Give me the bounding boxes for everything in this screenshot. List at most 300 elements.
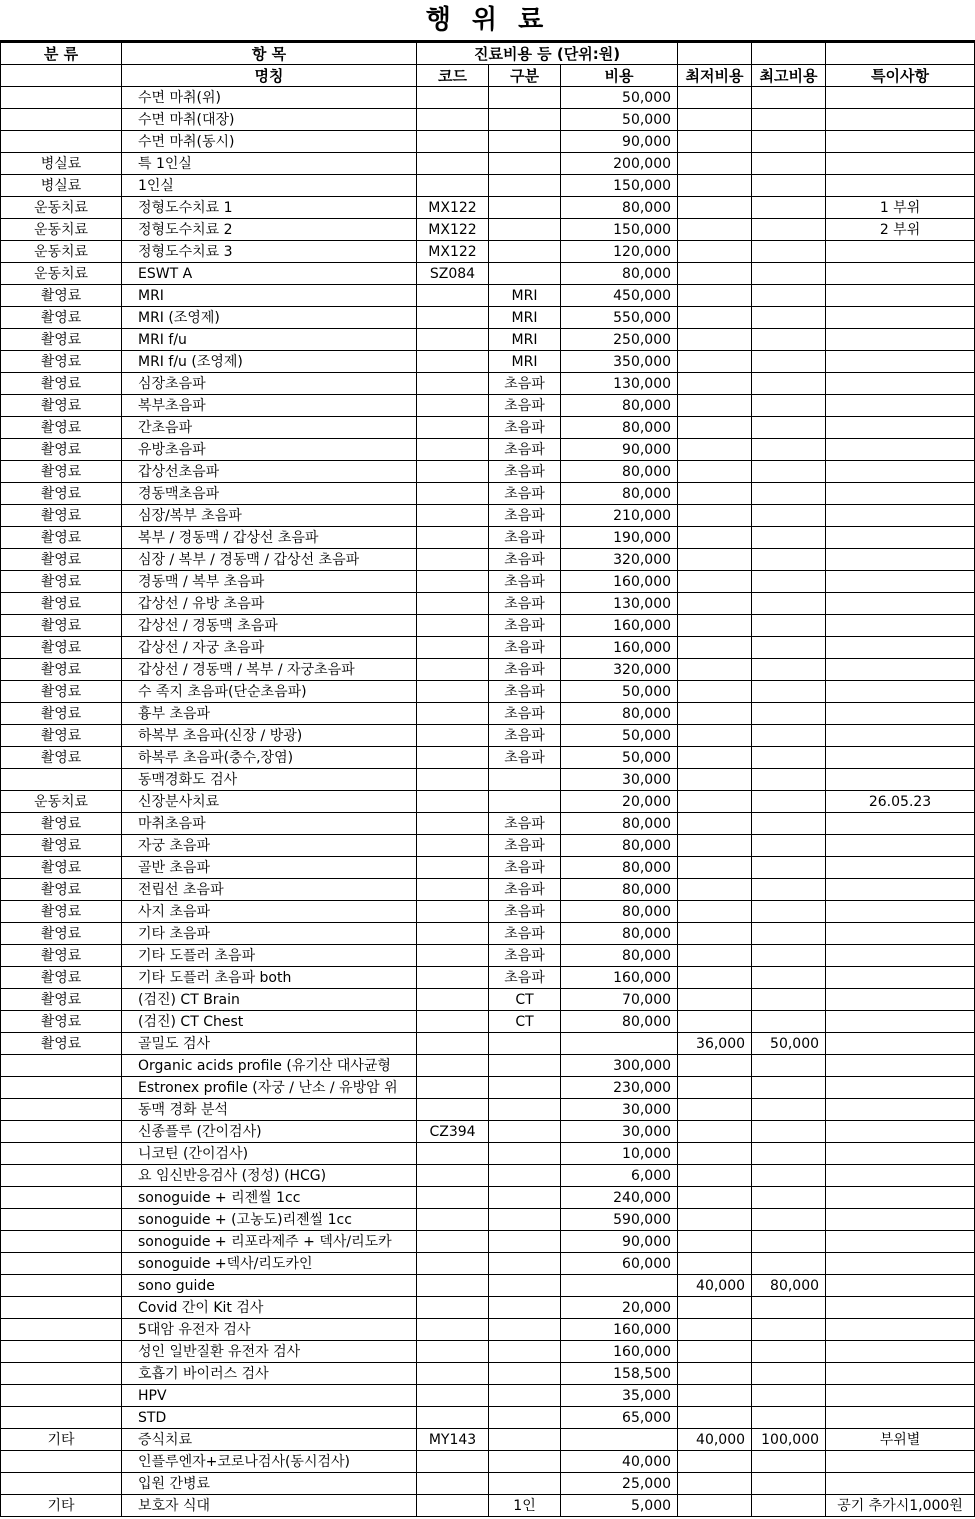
name-cell: 하복부 초음파(신장 / 방광) [122, 725, 417, 747]
type-cell: MRI [489, 285, 561, 307]
name-cell: 기타 도플러 초음파 [122, 945, 417, 967]
fee-table-body [1, 43, 975, 1517]
min-cost-cell [678, 1055, 752, 1077]
type-cell [489, 241, 561, 263]
min-cost-cell [678, 1099, 752, 1121]
table-row [1, 1341, 975, 1363]
min-cost-cell [678, 791, 752, 813]
cost-cell: 50,000 [561, 681, 678, 703]
table-row [1, 351, 975, 373]
min-cost-cell [678, 1231, 752, 1253]
name-cell: 심장 / 복부 / 경동맥 / 갑상선 초음파 [122, 549, 417, 571]
code-cell [417, 1231, 489, 1253]
code-cell [417, 307, 489, 329]
max-cost-cell [752, 175, 826, 197]
min-cost-cell [678, 725, 752, 747]
name-cell: 골반 초음파 [122, 857, 417, 879]
type-cell: 초음파 [489, 571, 561, 593]
max-cost-cell [752, 615, 826, 637]
note-cell [826, 681, 975, 703]
note-cell [826, 967, 975, 989]
code-cell [417, 1451, 489, 1473]
code-cell [417, 175, 489, 197]
name-cell: 1인실 [122, 175, 417, 197]
cost-cell: 80,000 [561, 1011, 678, 1033]
category-cell: 촬영료 [1, 857, 122, 879]
code-cell [417, 879, 489, 901]
table-row [1, 637, 975, 659]
code-cell [417, 703, 489, 725]
type-cell [489, 175, 561, 197]
code-cell [417, 373, 489, 395]
min-cost-cell [678, 417, 752, 439]
min-cost-cell [678, 439, 752, 461]
code-cell [417, 835, 489, 857]
table-row [1, 1011, 975, 1033]
min-cost-cell [678, 615, 752, 637]
table-row [1, 1143, 975, 1165]
name-cell: 요 임신반응검사 (정성) (HCG) [122, 1165, 417, 1187]
type-cell [489, 1363, 561, 1385]
type-cell [489, 109, 561, 131]
type-cell [489, 1451, 561, 1473]
max-cost-cell [752, 285, 826, 307]
type-cell: 초음파 [489, 923, 561, 945]
type-cell: 초음파 [489, 703, 561, 725]
name-cell: Organic acids profile (유기산 대사균형 [122, 1055, 417, 1077]
code-cell [417, 1297, 489, 1319]
table-row [1, 1209, 975, 1231]
name-cell: 정형도수치료 3 [122, 241, 417, 263]
cost-cell: 80,000 [561, 197, 678, 219]
table-row [1, 769, 975, 791]
type-cell: 초음파 [489, 395, 561, 417]
note-cell [826, 131, 975, 153]
min-cost-cell [678, 857, 752, 879]
note-cell [826, 1165, 975, 1187]
table-row [1, 1275, 975, 1297]
code-cell [417, 483, 489, 505]
note-cell [826, 813, 975, 835]
code-cell [417, 967, 489, 989]
note-cell [826, 1407, 975, 1429]
cost-cell: 160,000 [561, 1319, 678, 1341]
name-cell: STD [122, 1407, 417, 1429]
cost-cell: 160,000 [561, 637, 678, 659]
note-cell [826, 835, 975, 857]
name-cell: 성인 일반질환 유전자 검사 [122, 1341, 417, 1363]
note-cell [826, 1209, 975, 1231]
min-cost-cell [678, 945, 752, 967]
code-cell [417, 615, 489, 637]
header-category: 분 류 [1, 43, 122, 65]
name-cell: 보호자 식대 [122, 1495, 417, 1517]
table-row [1, 945, 975, 967]
code-cell [417, 1319, 489, 1341]
type-cell [489, 153, 561, 175]
name-cell: ESWT A [122, 263, 417, 285]
table-row [1, 153, 975, 175]
cost-cell: 80,000 [561, 945, 678, 967]
category-cell: 운동치료 [1, 791, 122, 813]
code-cell [417, 505, 489, 527]
note-cell [826, 923, 975, 945]
table-row [1, 461, 975, 483]
category-cell: 촬영료 [1, 989, 122, 1011]
note-cell: 공기 추가시1,000원 [826, 1495, 975, 1517]
name-cell: 수면 마취(동시) [122, 131, 417, 153]
category-cell: 촬영료 [1, 307, 122, 329]
category-cell: 촬영료 [1, 549, 122, 571]
cost-cell: 70,000 [561, 989, 678, 1011]
type-cell: 초음파 [489, 417, 561, 439]
name-cell: MRI f/u (조영제) [122, 351, 417, 373]
table-row [1, 1319, 975, 1341]
table-row [1, 1451, 975, 1473]
cost-cell: 250,000 [561, 329, 678, 351]
cost-cell [561, 1275, 678, 1297]
min-cost-cell [678, 505, 752, 527]
note-cell [826, 769, 975, 791]
max-cost-cell [752, 659, 826, 681]
max-cost-cell [752, 593, 826, 615]
header-code: 코드 [417, 65, 489, 87]
name-cell: 수 족지 초음파(단순초음파) [122, 681, 417, 703]
name-cell: 수면 마취(대장) [122, 109, 417, 131]
min-cost-cell [678, 901, 752, 923]
min-cost-cell [678, 989, 752, 1011]
code-cell [417, 527, 489, 549]
category-cell [1, 1099, 122, 1121]
min-cost-cell: 36,000 [678, 1033, 752, 1055]
category-cell [1, 1319, 122, 1341]
note-cell: 26.05.23 [826, 791, 975, 813]
max-cost-cell [752, 461, 826, 483]
type-cell: 초음파 [489, 439, 561, 461]
note-cell [826, 1363, 975, 1385]
name-cell: 복부 / 경동맥 / 갑상선 초음파 [122, 527, 417, 549]
code-cell [417, 1385, 489, 1407]
table-row [1, 417, 975, 439]
type-cell: 초음파 [489, 527, 561, 549]
max-cost-cell [752, 1473, 826, 1495]
type-cell [489, 197, 561, 219]
category-cell [1, 109, 122, 131]
note-cell [826, 1297, 975, 1319]
note-cell [826, 1473, 975, 1495]
max-cost-cell: 50,000 [752, 1033, 826, 1055]
max-cost-cell [752, 483, 826, 505]
cost-cell: 80,000 [561, 923, 678, 945]
code-cell [417, 131, 489, 153]
type-cell: 초음파 [489, 901, 561, 923]
header-row-2 [1, 65, 975, 87]
table-row [1, 1297, 975, 1319]
max-cost-cell [752, 901, 826, 923]
header-note: 특이사항 [826, 65, 975, 87]
table-row [1, 1121, 975, 1143]
note-cell [826, 725, 975, 747]
code-cell [417, 659, 489, 681]
note-cell [826, 1385, 975, 1407]
code-cell [417, 153, 489, 175]
min-cost-cell [678, 681, 752, 703]
note-cell [826, 1341, 975, 1363]
category-cell [1, 1451, 122, 1473]
min-cost-cell [678, 131, 752, 153]
type-cell [489, 1297, 561, 1319]
min-cost-cell [678, 373, 752, 395]
code-cell [417, 791, 489, 813]
min-cost-cell [678, 703, 752, 725]
code-cell [417, 923, 489, 945]
max-cost-cell [752, 395, 826, 417]
cost-cell: 20,000 [561, 1297, 678, 1319]
code-cell [417, 439, 489, 461]
table-row [1, 923, 975, 945]
category-cell [1, 1187, 122, 1209]
note-cell [826, 989, 975, 1011]
cost-cell: 590,000 [561, 1209, 678, 1231]
min-cost-cell [678, 109, 752, 131]
min-cost-cell [678, 1363, 752, 1385]
note-cell [826, 703, 975, 725]
cost-cell: 160,000 [561, 615, 678, 637]
category-cell: 촬영료 [1, 615, 122, 637]
note-cell [826, 879, 975, 901]
cost-cell: 50,000 [561, 87, 678, 109]
max-cost-cell [752, 835, 826, 857]
code-cell [417, 769, 489, 791]
max-cost-cell [752, 439, 826, 461]
name-cell: 정형도수치료 1 [122, 197, 417, 219]
table-row [1, 307, 975, 329]
min-cost-cell [678, 747, 752, 769]
type-cell [489, 1275, 561, 1297]
code-cell [417, 1209, 489, 1231]
max-cost-cell [752, 1341, 826, 1363]
note-cell [826, 571, 975, 593]
name-cell: 자궁 초음파 [122, 835, 417, 857]
type-cell: 초음파 [489, 879, 561, 901]
header-empty [826, 43, 975, 65]
type-cell [489, 1341, 561, 1363]
category-cell [1, 1407, 122, 1429]
table-row [1, 703, 975, 725]
category-cell: 촬영료 [1, 879, 122, 901]
max-cost-cell [752, 417, 826, 439]
max-cost-cell [752, 1385, 826, 1407]
name-cell: 갑상선 / 자궁 초음파 [122, 637, 417, 659]
header-cost: 비용 [561, 65, 678, 87]
note-cell [826, 175, 975, 197]
table-row [1, 241, 975, 263]
table-row [1, 813, 975, 835]
name-cell: MRI f/u [122, 329, 417, 351]
category-cell: 촬영료 [1, 703, 122, 725]
cost-cell: 35,000 [561, 1385, 678, 1407]
cost-cell: 190,000 [561, 527, 678, 549]
min-cost-cell [678, 1319, 752, 1341]
note-cell [826, 1143, 975, 1165]
code-cell [417, 989, 489, 1011]
category-cell [1, 1165, 122, 1187]
cost-cell: 90,000 [561, 1231, 678, 1253]
cost-cell: 130,000 [561, 373, 678, 395]
max-cost-cell [752, 1407, 826, 1429]
type-cell [489, 1319, 561, 1341]
max-cost-cell [752, 769, 826, 791]
code-cell [417, 1055, 489, 1077]
note-cell: 부위별 [826, 1429, 975, 1451]
min-cost-cell [678, 549, 752, 571]
category-cell [1, 1077, 122, 1099]
min-cost-cell [678, 1011, 752, 1033]
min-cost-cell [678, 1077, 752, 1099]
max-cost-cell [752, 571, 826, 593]
note-cell [826, 307, 975, 329]
name-cell: 심장초음파 [122, 373, 417, 395]
category-cell: 촬영료 [1, 373, 122, 395]
min-cost-cell [678, 153, 752, 175]
category-cell: 촬영료 [1, 593, 122, 615]
min-cost-cell [678, 1385, 752, 1407]
type-cell: 1인 [489, 1495, 561, 1517]
max-cost-cell [752, 373, 826, 395]
category-cell: 기타 [1, 1495, 122, 1517]
category-cell: 촬영료 [1, 835, 122, 857]
category-cell: 촬영료 [1, 813, 122, 835]
table-row [1, 197, 975, 219]
cost-cell: 80,000 [561, 263, 678, 285]
max-cost-cell [752, 1077, 826, 1099]
max-cost-cell [752, 1363, 826, 1385]
category-cell: 촬영료 [1, 439, 122, 461]
min-cost-cell [678, 307, 752, 329]
cost-cell: 30,000 [561, 1099, 678, 1121]
max-cost-cell [752, 1319, 826, 1341]
note-cell [826, 395, 975, 417]
max-cost-cell: 80,000 [752, 1275, 826, 1297]
note-cell [826, 153, 975, 175]
cost-cell [561, 1429, 678, 1451]
page-title: 행 위 료 [0, 0, 975, 42]
note-cell [826, 1451, 975, 1473]
min-cost-cell [678, 1253, 752, 1275]
table-row [1, 1473, 975, 1495]
cost-cell: 80,000 [561, 461, 678, 483]
table-row [1, 527, 975, 549]
min-cost-cell [678, 395, 752, 417]
table-row [1, 1099, 975, 1121]
min-cost-cell [678, 285, 752, 307]
table-row [1, 615, 975, 637]
note-cell [826, 1121, 975, 1143]
note-cell [826, 549, 975, 571]
note-cell [826, 637, 975, 659]
type-cell [489, 1055, 561, 1077]
max-cost-cell [752, 307, 826, 329]
header-name: 명칭 [122, 65, 417, 87]
note-cell [826, 263, 975, 285]
name-cell: 갑상선 / 경동맥 / 복부 / 자궁초음파 [122, 659, 417, 681]
max-cost-cell [752, 153, 826, 175]
type-cell: 초음파 [489, 637, 561, 659]
category-cell: 촬영료 [1, 461, 122, 483]
type-cell: 초음파 [489, 857, 561, 879]
cost-cell: 50,000 [561, 725, 678, 747]
table-row [1, 1253, 975, 1275]
category-cell [1, 1363, 122, 1385]
table-row [1, 1077, 975, 1099]
name-cell: 갑상선 / 경동맥 초음파 [122, 615, 417, 637]
category-cell: 촬영료 [1, 681, 122, 703]
fee-table [0, 42, 975, 1517]
cost-cell: 210,000 [561, 505, 678, 527]
table-row [1, 87, 975, 109]
type-cell [489, 219, 561, 241]
category-cell: 촬영료 [1, 1033, 122, 1055]
name-cell: 심장/복부 초음파 [122, 505, 417, 527]
cost-cell: 80,000 [561, 483, 678, 505]
category-cell: 촬영료 [1, 945, 122, 967]
category-cell [1, 1121, 122, 1143]
max-cost-cell [752, 989, 826, 1011]
code-cell [417, 1407, 489, 1429]
min-cost-cell [678, 175, 752, 197]
type-cell [489, 87, 561, 109]
type-cell: 초음파 [489, 813, 561, 835]
cost-cell: 80,000 [561, 703, 678, 725]
max-cost-cell [752, 87, 826, 109]
name-cell: sonoguide + 리젠씰 1cc [122, 1187, 417, 1209]
cost-cell: 20,000 [561, 791, 678, 813]
note-cell [826, 615, 975, 637]
note-cell [826, 593, 975, 615]
category-cell [1, 1055, 122, 1077]
code-cell: MX122 [417, 241, 489, 263]
type-cell [489, 1099, 561, 1121]
name-cell: 간초음파 [122, 417, 417, 439]
min-cost-cell [678, 769, 752, 791]
table-row [1, 1407, 975, 1429]
category-cell: 촬영료 [1, 417, 122, 439]
min-cost-cell [678, 835, 752, 857]
max-cost-cell [752, 1011, 826, 1033]
cost-cell: 160,000 [561, 967, 678, 989]
category-cell: 촬영료 [1, 923, 122, 945]
table-row [1, 571, 975, 593]
cost-cell: 90,000 [561, 131, 678, 153]
code-cell [417, 747, 489, 769]
category-cell: 촬영료 [1, 967, 122, 989]
note-cell [826, 857, 975, 879]
table-row [1, 263, 975, 285]
cost-cell: 130,000 [561, 593, 678, 615]
type-cell: 초음파 [489, 659, 561, 681]
cost-cell: 90,000 [561, 439, 678, 461]
note-cell [826, 1011, 975, 1033]
name-cell: 사지 초음파 [122, 901, 417, 923]
cost-cell: 80,000 [561, 395, 678, 417]
cost-cell: 350,000 [561, 351, 678, 373]
code-cell [417, 681, 489, 703]
max-cost-cell [752, 549, 826, 571]
category-cell [1, 1209, 122, 1231]
cost-cell: 80,000 [561, 813, 678, 835]
category-cell: 촬영료 [1, 725, 122, 747]
category-cell [1, 1473, 122, 1495]
